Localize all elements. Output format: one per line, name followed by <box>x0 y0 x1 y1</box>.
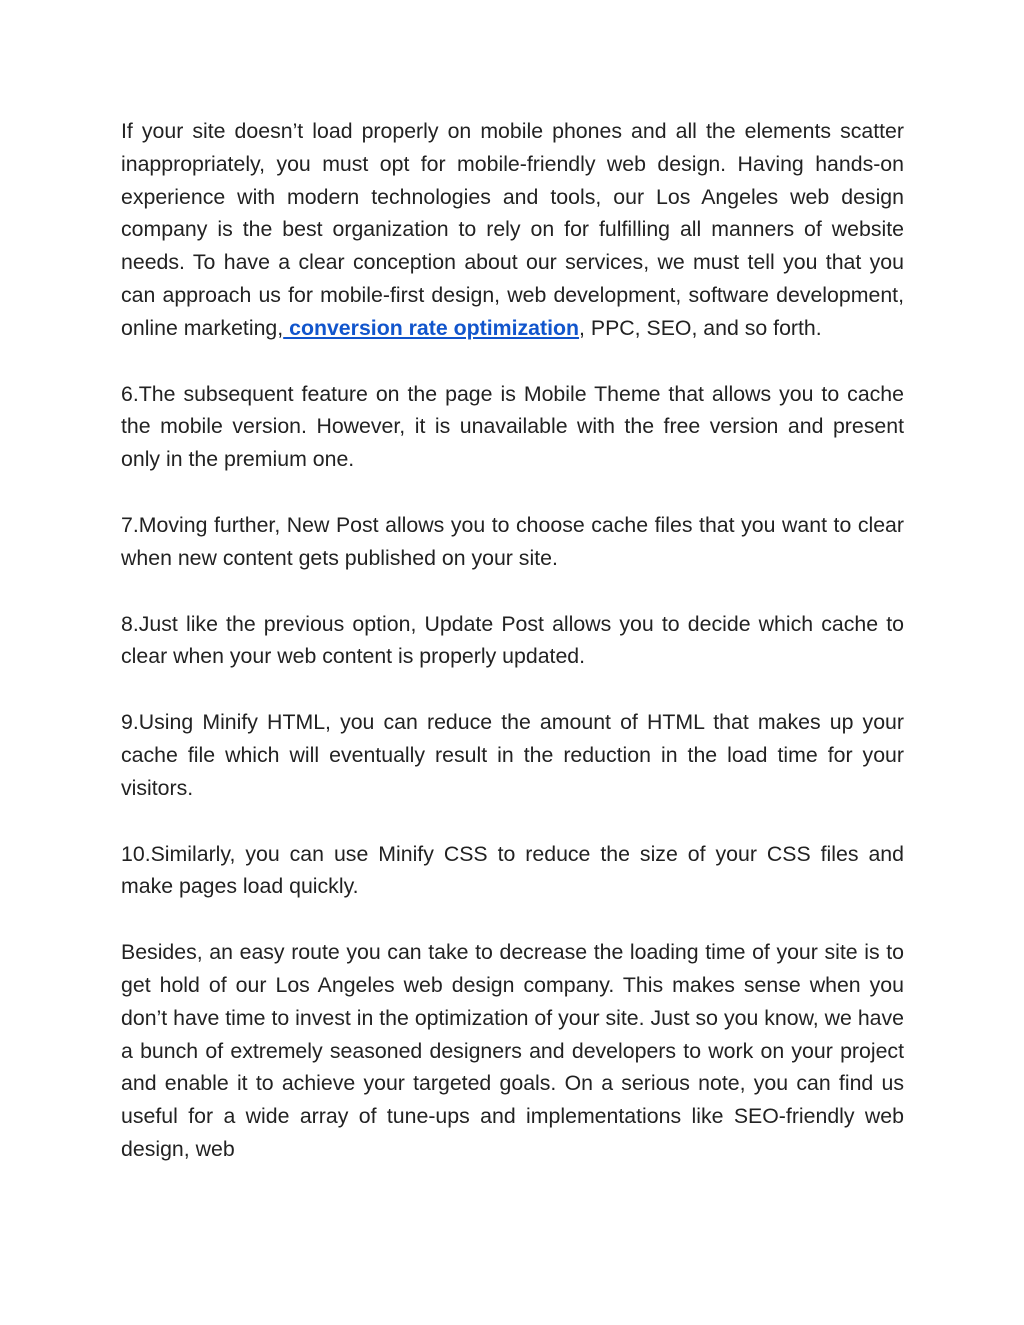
conversion-rate-optimization-link[interactable]: conversion rate optimization <box>283 315 580 340</box>
paragraph-update-post: 8.Just like the previous option, Update Post allows you to decide which cache to clear when your web content is properly updated. <box>121 611 904 669</box>
paragraph-mobile-friendly-text: If your site doesn’t load properly on mobile phones and all the elements scatter inappropriately, you must opt for mobile-friendly web design. Having hands-on experience with modern technologies and tools, our Los Angeles web design company is the best organization to rely on for fulfilling all manners of website needs. To have a clear conception about our services, we must tell you that you can approach us for mobile-first design, web development, software development, online marketing, <box>121 119 904 340</box>
paragraph-mobile-friendly <box>121 115 904 345</box>
paragraph-minify-css: 10.Similarly, you can use Minify CSS to reduce the size of your CSS files and make pages load quickly. <box>121 841 904 899</box>
paragraph-minify-html: 9.Using Minify HTML, you can reduce the amount of HTML that makes up your cache file which will eventually result in the reduction in the load time for your visitors. <box>121 710 904 800</box>
paragraph-mobile-friendly-tail: , PPC, SEO, and so forth. <box>579 315 822 340</box>
document-page <box>121 115 904 1199</box>
paragraph-mobile-theme: 6.The subsequent feature on the page is Mobile Theme that allows you to cache the mobile version. However, it is unavailable with the free version and present only in the premium one. <box>121 381 904 472</box>
paragraph-besides: Besides, an easy route you can take to decrease the loading time of your site is to get hold of our Los Angeles web design company. This makes sense when you don’t have time to invest in the optimization of your site. Just so you know, we have a bunch of extremely seasoned designers and developers to work on your project and enable it to achieve your targeted goals. On a serious note, you can find us useful for a wide array of tune-ups and implementations like SEO-friendly web design, web <box>121 940 904 1161</box>
paragraph-new-post: 7.Moving further, New Post allows you to choose cache files that you want to clear when new content gets published on your site. <box>121 512 904 570</box>
